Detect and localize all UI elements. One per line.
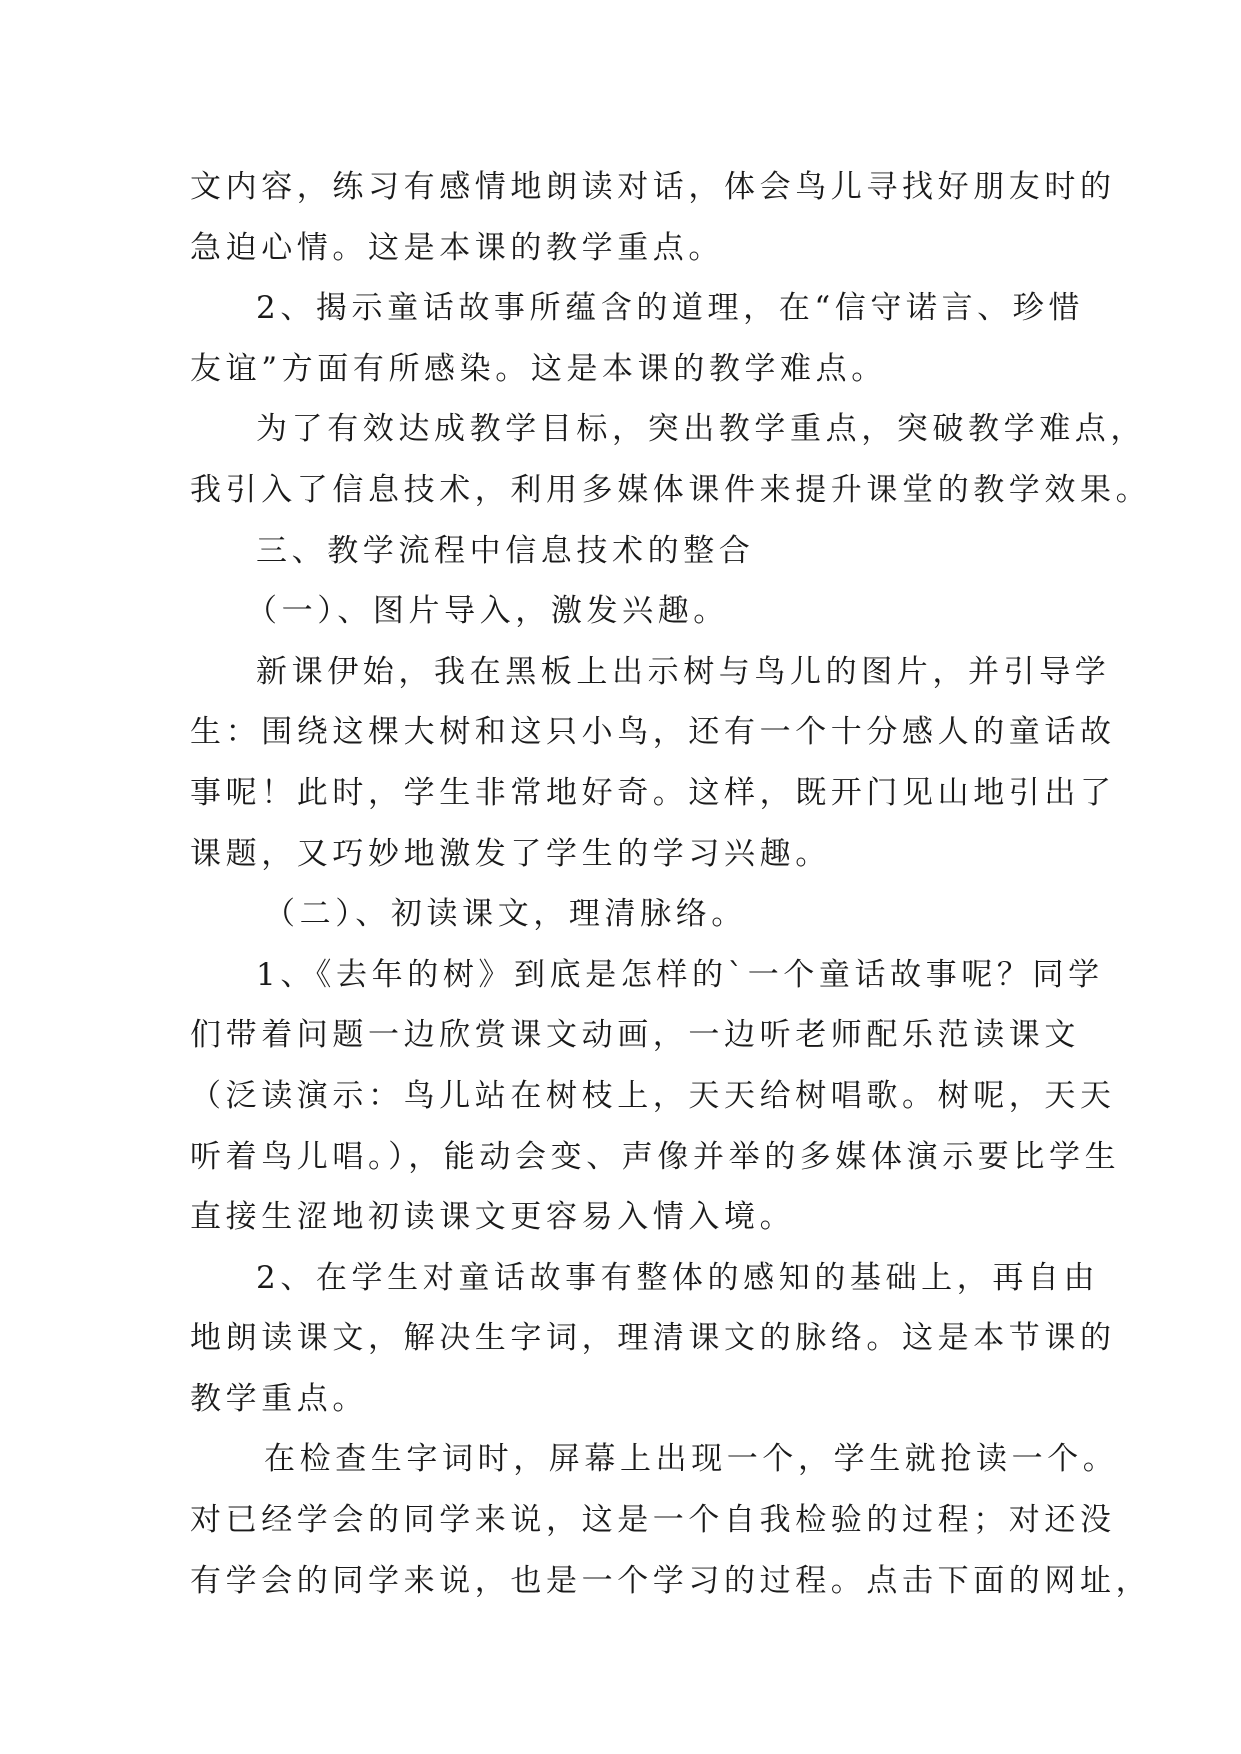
paragraph-line: 1、《去年的树》到底是怎样的`一个童话故事呢？同学 [256, 956, 1104, 993]
paragraph-line: 急迫心情。这是本课的教学重点。 [190, 229, 724, 266]
paragraph-line: 听着鸟儿唱。），能动会变、声像并举的多媒体演示要比学生 [190, 1138, 1121, 1175]
paragraph-line: 2、在学生对童话故事有整体的感知的基础上，再自由 [256, 1259, 1100, 1296]
paragraph-line: 地朗读课文，解决生字词，理清课文的脉络。这是本节课的 [190, 1320, 1116, 1357]
paragraph-line: 生：围绕这棵大树和这只小鸟，还有一个十分感人的童话故 [190, 714, 1116, 751]
section-heading: 三、教学流程中信息技术的整合 [256, 532, 755, 569]
paragraph-line: 我引入了信息技术，利用多媒体课件来提升课堂的教学效果。 [190, 471, 1152, 508]
paragraph-line: 课题，又巧妙地激发了学生的学习兴趣。 [190, 835, 831, 872]
paragraph-line: 友谊”方面有所感染。这是本课的教学难点。 [190, 350, 887, 387]
paragraph-line: （泛读演示：鸟儿站在树枝上，天天给树唱歌。树呢，天天 [190, 1077, 1116, 1114]
paragraph-line: 们带着问题一边欣赏课文动画，一边听老师配乐范读课文 [190, 1017, 1080, 1054]
paragraph-line: 有学会的同学来说，也是一个学习的过程。点击下面的网址， [190, 1562, 1152, 1599]
paragraph-line: 为了有效达成教学目标，突出教学重点，突破教学难点， [256, 411, 1146, 448]
paragraph-line: 新课伊始，我在黑板上出示树与鸟儿的图片，并引导学 [256, 653, 1111, 690]
paragraph-line: 在检查生字词时，屏幕上出现一个，学生就抢读一个。 [264, 1441, 1119, 1478]
paragraph-line: 教学重点。 [190, 1380, 368, 1417]
subsection-heading: （一）、图片导入，激发兴趣。 [246, 593, 729, 630]
paragraph-line: 直接生涩地初读课文更容易入情入境。 [190, 1199, 796, 1236]
document-body [190, 157, 1152, 1611]
paragraph-line: 文内容，练习有感情地朗读对话，体会鸟儿寻找好朋友时的 [190, 169, 1116, 205]
paragraph-line: 2、揭示童话故事所蕴含的道理，在“信守诺言、珍惜 [256, 290, 1084, 327]
paragraph-line: 对已经学会的同学来说，这是一个自我检验的过程；对还没 [190, 1502, 1116, 1539]
paragraph-line: 事呢！此时，学生非常地好奇。这样，既开门见山地引出了 [190, 774, 1116, 811]
subsection-heading: （二）、初读课文，理清脉络。 [264, 896, 747, 933]
